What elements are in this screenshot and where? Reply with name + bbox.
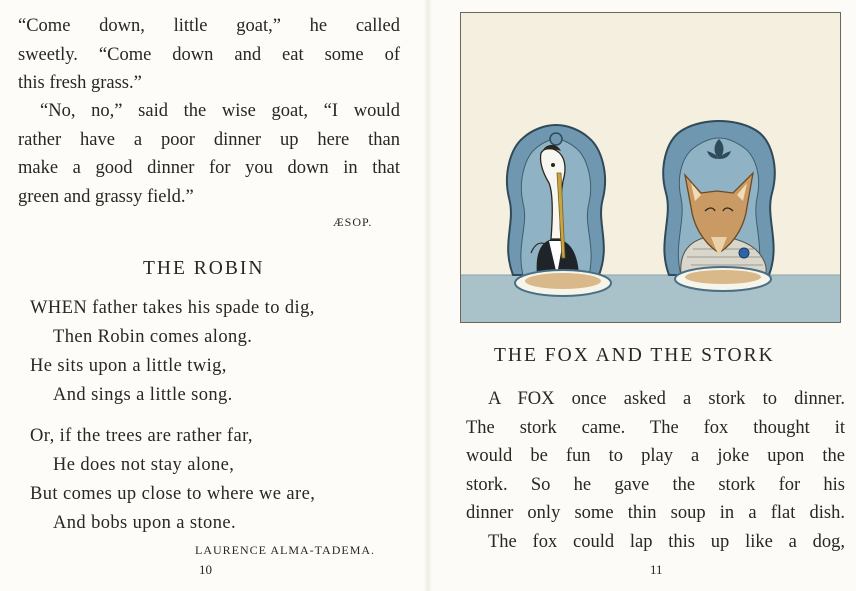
poem-line: WHEN father takes his spade to dig,: [30, 298, 315, 318]
text-line: green and grassy field.”: [18, 186, 194, 207]
fox-soup-dish: [675, 267, 771, 291]
book-gutter: [424, 0, 432, 591]
text-line: this fresh grass.”: [18, 73, 142, 93]
poem-author: LAURENCE ALMA-TADEMA.: [195, 543, 376, 557]
text-line: dinner only some thin soup in a flat dish.: [466, 503, 845, 523]
fox-and-stork-illustration: [460, 12, 841, 323]
text-line: would be fun to play a joke upon the: [466, 446, 845, 466]
poem-line: Then Robin comes along.: [53, 327, 253, 347]
story-attribution: ÆSOP.: [333, 215, 373, 229]
story-title: THE FOX AND THE STORK: [494, 345, 775, 366]
poem-line: But comes up close to where we are,: [30, 484, 316, 504]
page-number-left: 10: [199, 562, 212, 577]
story-paragraph-1: [18, 12, 400, 98]
poem-title: THE ROBIN: [143, 258, 265, 279]
text-line: The fox could lap this up like a dog,: [488, 531, 845, 552]
poem-line: Or, if the trees are rather far,: [30, 426, 253, 446]
poem-line: And bobs upon a stone.: [53, 513, 236, 533]
stork-soup-dish: [515, 270, 611, 296]
poem-line: He sits upon a little twig,: [30, 356, 227, 376]
text-line: rather have a poor dinner up here than: [18, 129, 400, 150]
illustration-art: [461, 13, 841, 323]
fox-stork-paragraph: [466, 385, 845, 556]
text-line: sweetly. “Come down and eat some of: [18, 44, 400, 65]
story-paragraph-2: [18, 97, 400, 211]
poem-line: And sings a little song.: [53, 385, 233, 405]
text-line: “Come down, little goat,” he called: [18, 16, 400, 36]
text-line: “No, no,” said the wise goat, “I would: [40, 101, 400, 121]
text-line: stork. So he gave the stork for his: [466, 474, 845, 495]
page-number-right: 11: [650, 562, 663, 577]
poem-line: He does not stay alone,: [53, 455, 235, 475]
text-line: A FOX once asked a stork to dinner.: [488, 389, 845, 409]
text-line: The stork came. The fox thought it: [466, 417, 845, 438]
text-line: make a good dinner for you down in that: [18, 158, 400, 178]
